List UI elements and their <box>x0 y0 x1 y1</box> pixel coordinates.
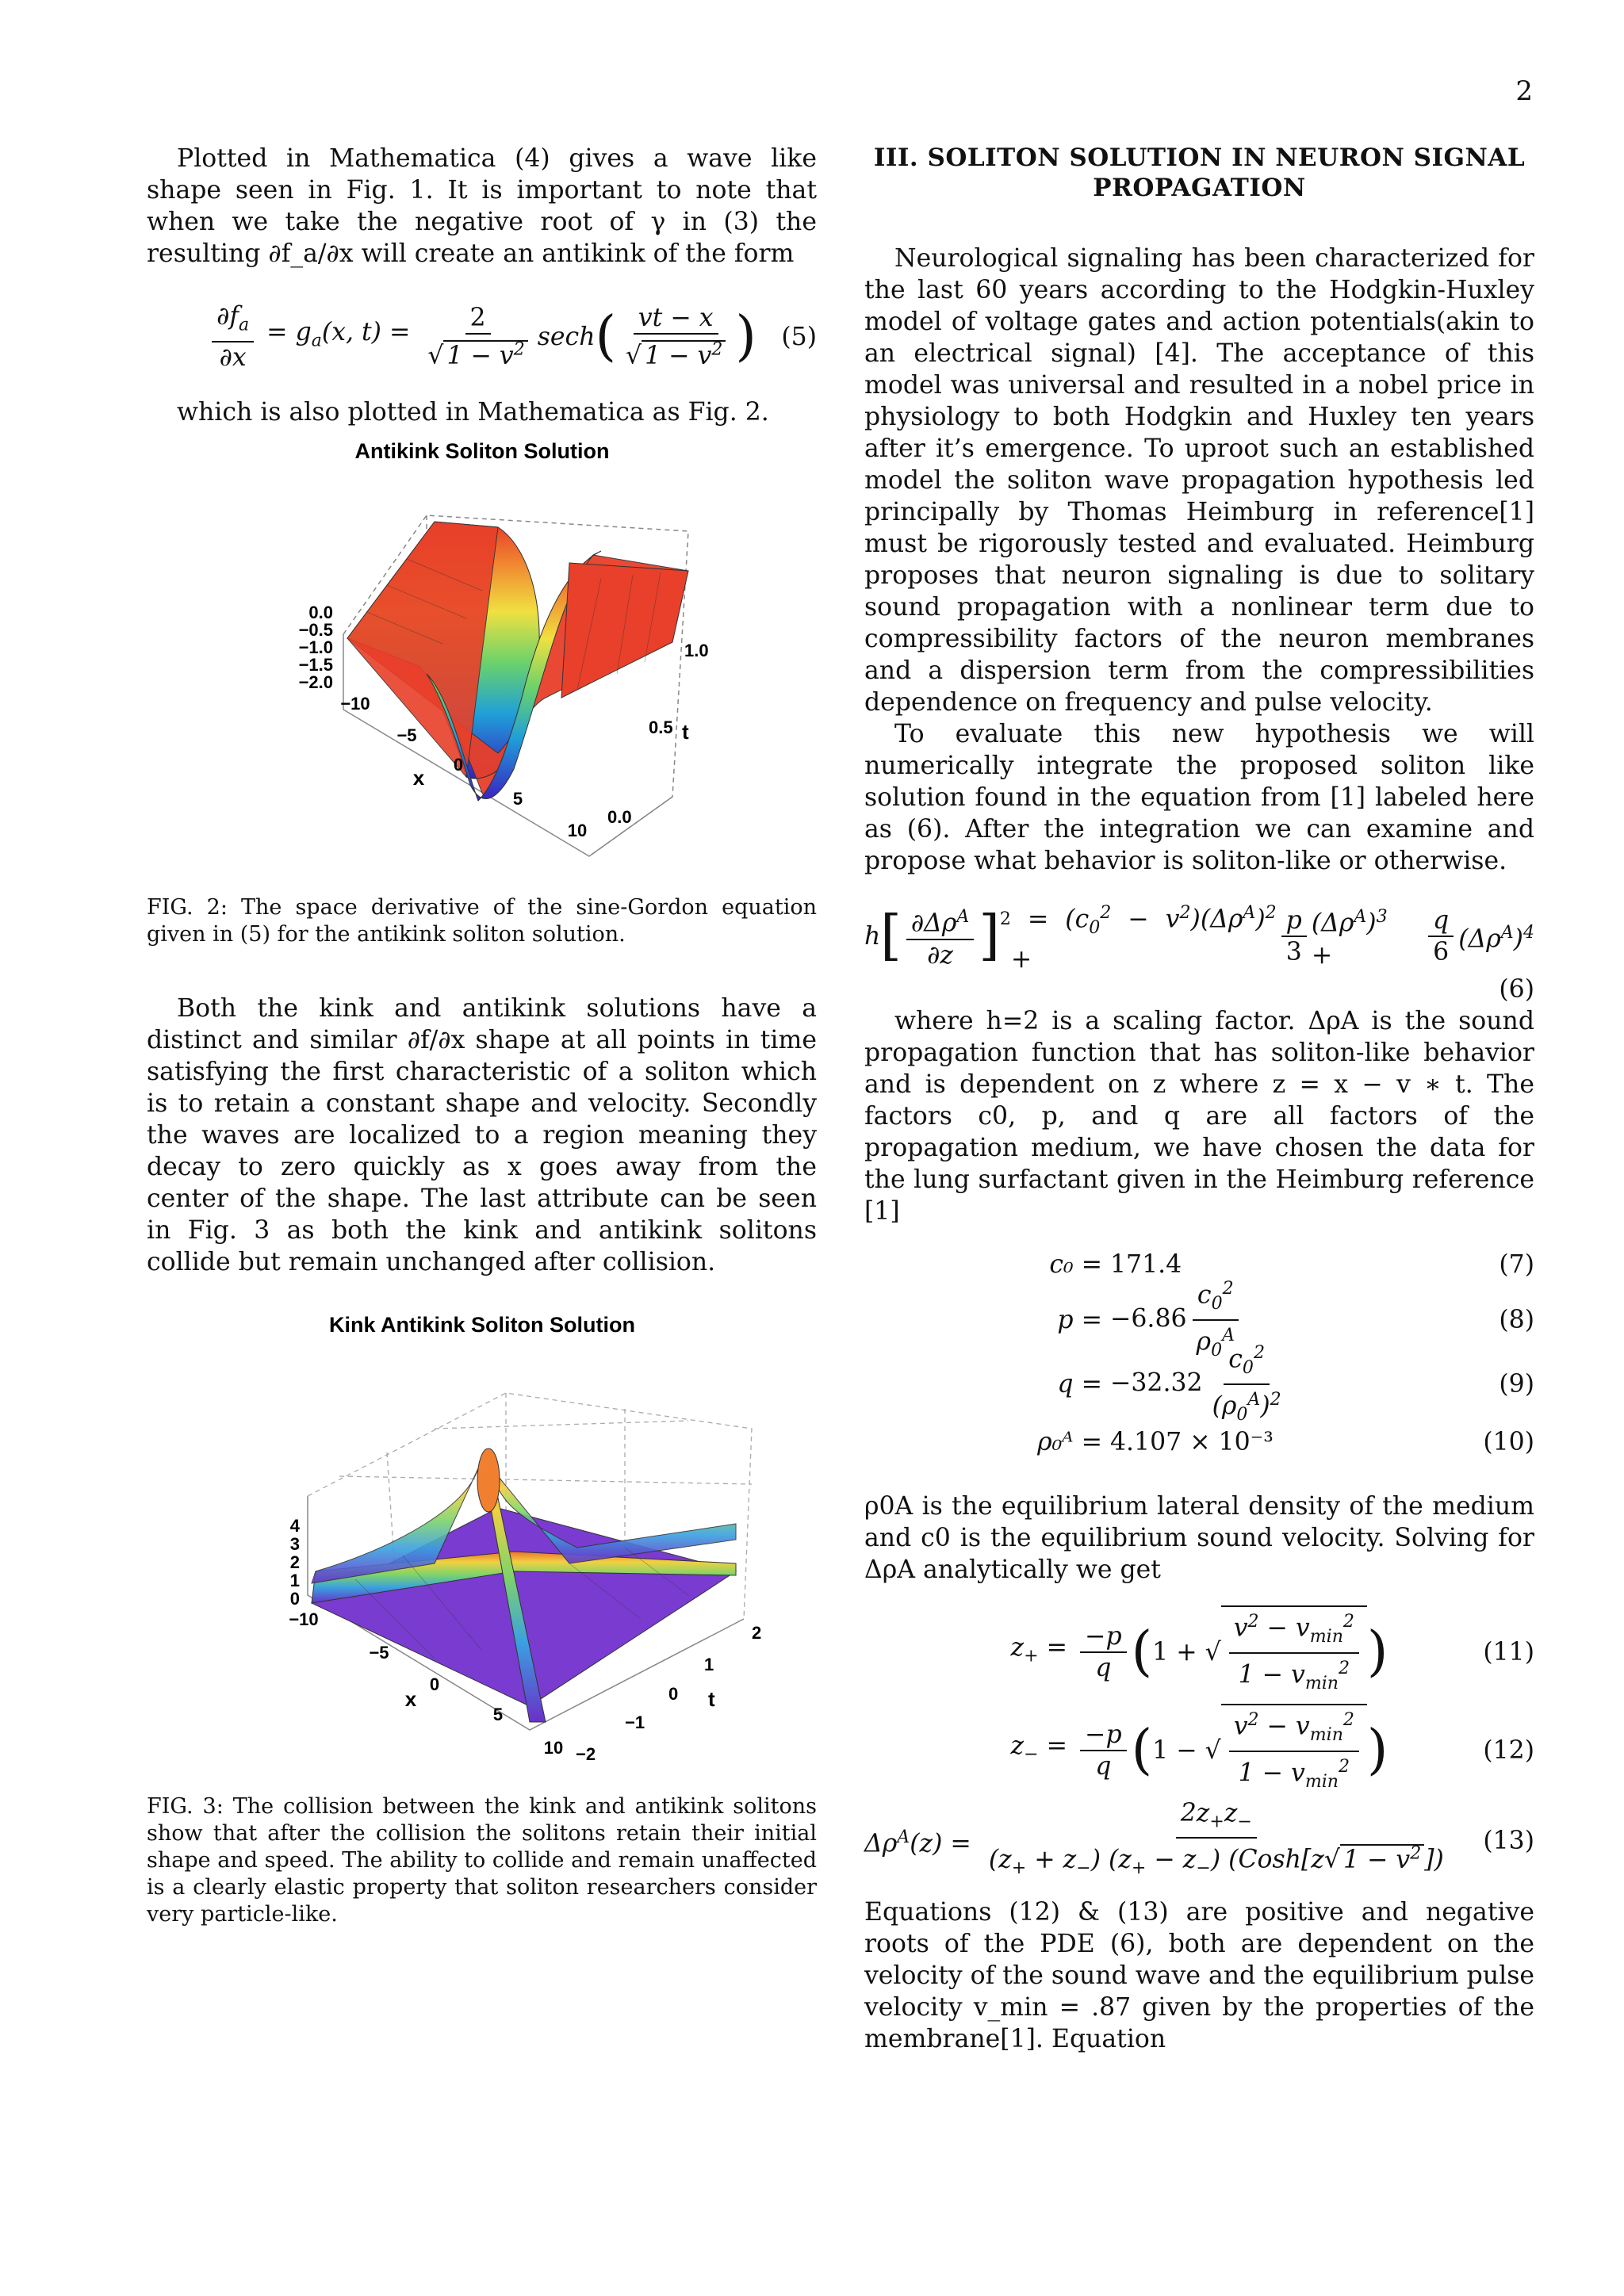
right-column <box>864 143 1534 2055</box>
fig3-x-label: x <box>404 1687 416 1711</box>
fig3-z-tick: 0 <box>289 1589 300 1609</box>
fig3-t-tick: 1 <box>703 1655 714 1674</box>
fig2-t-tick: 0.0 <box>607 807 632 827</box>
fig2-t-tick: 1.0 <box>684 641 709 660</box>
equation-11: $z_+$ = $\frac{-p}{q}$ ( 1 + √ $\frac{v^2 - v_{min}^2}{1 - v_{min}^2}$ ) (11) <box>864 1605 1534 1700</box>
fig2-z-tick: −1.5 <box>298 655 333 675</box>
fig3-z-tick: 3 <box>289 1534 300 1554</box>
equation-5: $\frac{\partial f_a}{\partial x}$ = $g_a(x$, t) = $\frac{2}{√ 1 - v^2}$ sech ( $\frac{vt - x}{√ 1 - v^2}$ ) (5) <box>147 285 817 388</box>
fig2-z-tick: 0.0 <box>308 603 333 622</box>
fig3-surface-plot <box>197 1310 768 1777</box>
fig2-title: Antikink Soliton Solution <box>354 439 609 463</box>
fig3-x-tick: 0 <box>429 1674 439 1694</box>
fig2-z-tick: −0.5 <box>298 620 333 640</box>
equation-6: h [ $\frac{\partial\Delta\rho^A}{\partial z}$ ] $^2$ = $(c_0^2 - v^2)(\Delta\rho^A)^2$ + $\frac{p}{3}$ $(\Delta\rho^A)^3$ + $\frac{q}{6}$ $(\Delta\rho^A)^4$ <box>864 902 1534 974</box>
fig3-x-tick: −5 <box>368 1643 389 1663</box>
equation-9: q = −32.32 $\frac{c_0^2}{(\rho_0^A)^2}$ (9) <box>864 1351 1534 1418</box>
fig3-x-tick: 5 <box>492 1705 503 1724</box>
equation-13: $\Delta\rho^A(z)$ = $\frac{2z_+z_-}{(z_+ + z_-) (z_+ - z_-) (Cosh[z√ 1 - v^2 ])}$ (13) <box>864 1798 1534 1879</box>
equation-6-label: (6) <box>1499 975 1534 1004</box>
fig2-x-tick: 5 <box>512 789 523 809</box>
fig3-t-tick: 0 <box>668 1684 678 1704</box>
paragraph-roots: Equations (12) & (13) are positive and negative roots of the PDE (6), both are dependent on the velocity of the sound wave and the equilibrium pulse velocity v_min = .87 given by the properties of the membrane[1]. Equation <box>864 1898 1534 2053</box>
fig3-caption: FIG. 3: The collision between the kink and antikink solitons show that after the collision the solitons retain their initial shape and speed. The ability to collide and remain unaffected is a clearly elastic property that soliton researchers consider very particle-like. <box>147 1794 817 1927</box>
fig3-z-tick: 1 <box>289 1571 300 1590</box>
fig2-surface-plot <box>228 436 736 880</box>
fig2-x-tick: −10 <box>339 694 370 714</box>
equation-8: p = −6.86 $\frac{c_0^2}{\rho_0^A}$ (8) <box>864 1289 1534 1351</box>
paragraph-plotted: Plotted in Mathematica (4) gives a wave like shape seen in Fig. 1. It is important to note that when we take the negative root of γ in (3) the resulting ∂f_a/∂x will create an antikink of the form <box>147 144 817 268</box>
fig3-t-label: t <box>707 1687 715 1711</box>
constants-block <box>864 1240 1534 1467</box>
left-column <box>147 143 817 1928</box>
fig3-z-tick: 4 <box>289 1516 300 1536</box>
fig2-x-tick: 0 <box>453 755 463 775</box>
fig2-t-label: t <box>681 720 689 744</box>
fig3-x-tick: −10 <box>288 1609 319 1629</box>
fig3-x-tick: 10 <box>543 1738 563 1758</box>
equation-7: c₀ = 171.4 (7) <box>1049 1250 1534 1279</box>
paragraph-equilibrium: ρ0A is the equilibrium lateral density of the medium and c0 is the equilibrium sound velocity. Solving for ΔρA analytically we get <box>864 1492 1534 1584</box>
paragraph-kink-antikink: Both the kink and antikink solutions have a distinct and similar ∂f/∂x shape at all points in time satisfying the first characteristic of a soliton which is to retain a constant shape and velocity. Secondly the waves are localized to a region meaning they decay to zero quickly as x goes away from the center of the shape. The last attribute can be seen in Fig. 3 as both the kink and antikink solitons collide but remain unchanged after collision. <box>147 994 817 1276</box>
fig2-z-tick: −2.0 <box>298 672 333 692</box>
paragraph-evaluate: To evaluate this new hypothesis we will numerically integrate the proposed soliton like solution found in the equation from [1] labeled here as (6). After the integration we can examine and propose what behavior is soliton-like or otherwise. <box>864 720 1534 875</box>
fig2-z-tick: −1.0 <box>298 637 333 657</box>
fig3-t-tick: 2 <box>751 1623 761 1643</box>
fig2-x-tick: −5 <box>396 725 417 745</box>
page-number: 2 <box>1515 75 1533 107</box>
equation-5-label: (5) <box>781 323 817 351</box>
fig2-caption: FIG. 2: The space derivative of the sine-Gordon equation given in (5) for the antikink soliton solution. <box>147 895 817 947</box>
section-heading: III. SOLITON SOLUTION IN NEURON SIGNAL PROPAGATION <box>873 144 1526 202</box>
fig2-x-label: x <box>412 766 424 790</box>
paragraph-neurological: Neurological signaling has been characterized for the last 60 years according to the Hodgkin-Huxley model of voltage gates and action potentials(akin to an electrical signal) [4]. The acceptance of this model was universal and resulted in a nobel price in physiology to both Hodgkin and Huxley ten years after it’s emergence. To uproot such an established model the soliton wave propagation hypothesis led principally by Thomas Heimburg in reference[1] must be rigorously tested and evaluated. Heimburg proposes that neuron signaling is due to solitary sound propagation with a nonlinear term due to compressibility factors of the neuron membranes and a dispersion term from the compressibilities dependence on frequency and pulse velocity. <box>864 244 1534 717</box>
fig2-x-tick: 10 <box>567 821 587 840</box>
equation-10: ρ₀ᴬ = 4.107 × 10⁻³ (10) <box>1037 1428 1534 1456</box>
equation-12: $z_-$ = $\frac{-p}{q}$ ( 1 − √ $\frac{v^2 - v_{min}^2}{1 - v_{min}^2}$ ) (12) <box>864 1703 1534 1798</box>
fig3-z-tick: 2 <box>289 1552 300 1572</box>
paragraph-antikink-plot: which is also plotted in Mathematica as Fig. 2. <box>177 398 769 427</box>
paragraph-scaling: where h=2 is a scaling factor. ΔρA is the sound propagation function that has soliton-like behavior and is dependent on z where z = x − v ∗ t. The factors c0, p, and q are all factors of the propagation medium, we have chosen the data for the lung surfactant given in the Heimburg reference [1] <box>864 1007 1534 1226</box>
fig3-t-tick: −2 <box>575 1744 596 1764</box>
fig3-title: Kink Antikink Soliton Solution <box>328 1313 635 1337</box>
fig2-t-tick: 0.5 <box>648 718 673 737</box>
fig3-t-tick: −1 <box>624 1712 645 1732</box>
